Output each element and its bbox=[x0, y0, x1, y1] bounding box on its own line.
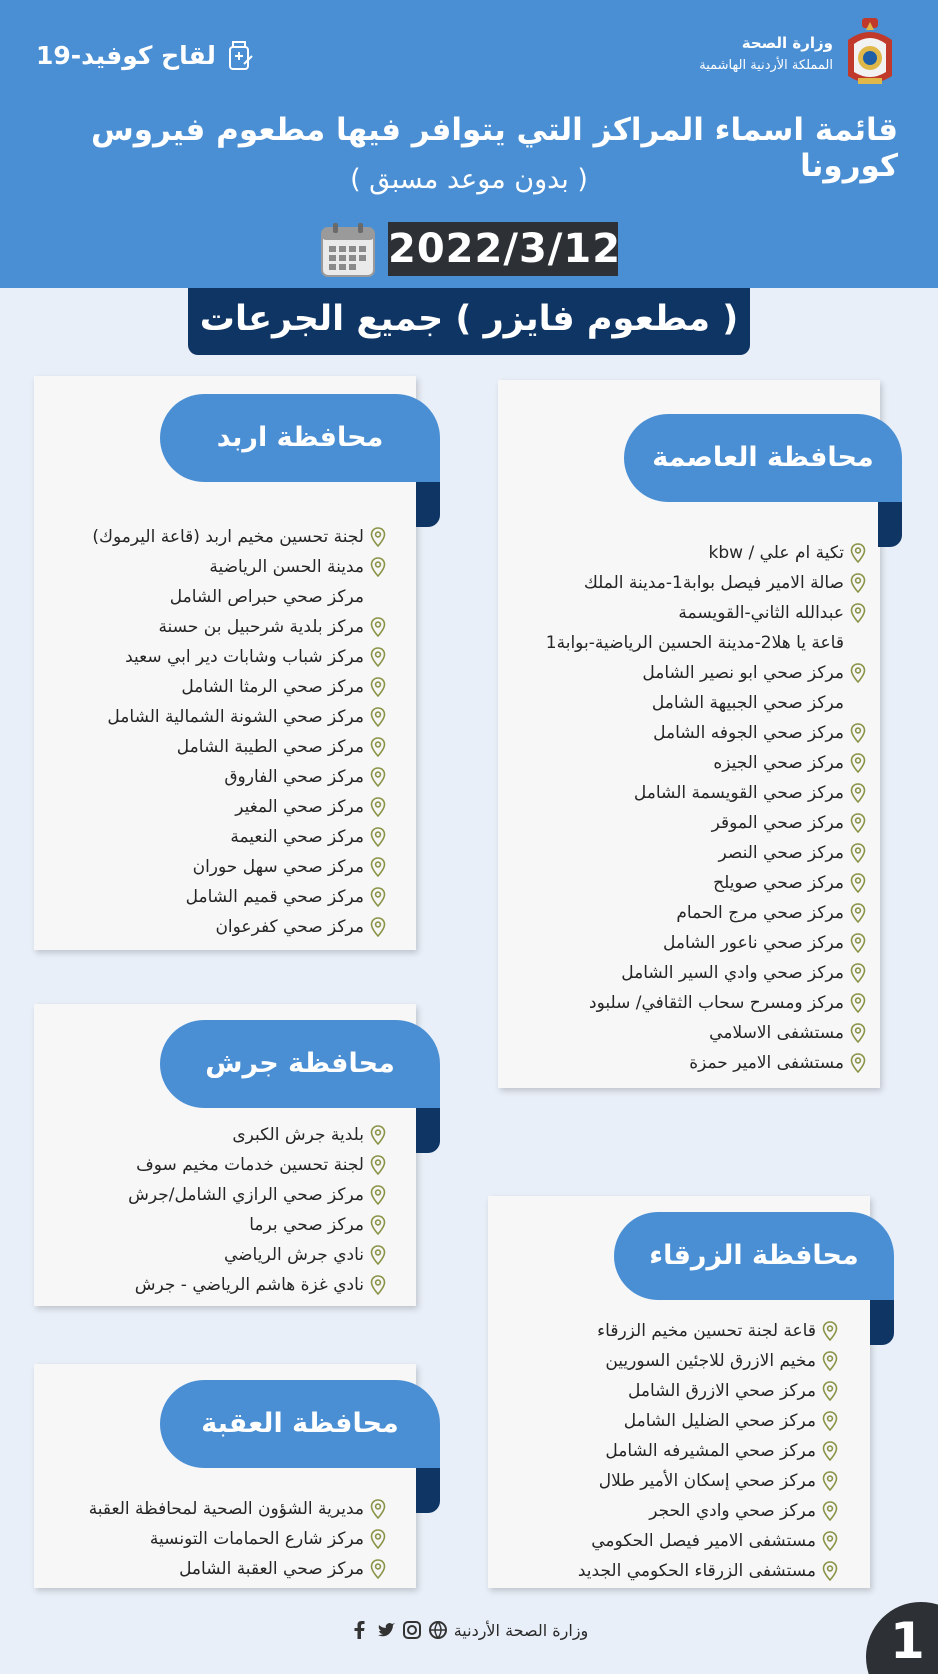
list-item-text: مديرية الشؤون الصحية لمحافظة العقبة bbox=[88, 1499, 364, 1519]
ministry-name bbox=[699, 34, 833, 73]
ministry-title: وزارة الصحة bbox=[741, 34, 833, 52]
globe-icon[interactable] bbox=[428, 1620, 448, 1640]
list-item-text: مركز صحي الرمثا الشامل bbox=[181, 677, 364, 697]
header-banner bbox=[0, 0, 938, 288]
list-item bbox=[92, 822, 386, 852]
location-pin-icon bbox=[370, 557, 386, 577]
location-pin-icon bbox=[370, 647, 386, 667]
list-item-text: بلدية جرش الكبرى bbox=[232, 1125, 364, 1145]
page-subtitle: ( بدون موعد مسبق ) bbox=[350, 164, 588, 195]
list-item-text: نادي جرش الرياضي bbox=[223, 1245, 364, 1265]
list-item-text: مستشفى الزرقاء الحكومي الجديد bbox=[577, 1561, 816, 1581]
list-item-text: مركز صحي الرازي الشامل/جرش bbox=[128, 1185, 364, 1205]
location-pin-icon bbox=[850, 843, 866, 863]
location-pin-icon bbox=[370, 677, 386, 697]
list-item-text: مركز صحي الازرق الشامل bbox=[627, 1381, 816, 1401]
list-item-text: مركز صحي الفاروق bbox=[224, 767, 364, 787]
list-item bbox=[92, 792, 386, 822]
list-item-text: مركز صحي الطيبة الشامل bbox=[176, 737, 364, 757]
location-pin-icon bbox=[822, 1381, 838, 1401]
list-item-text: مركز صحي ابو نصير الشامل bbox=[642, 663, 844, 683]
list-item-text: مدينة الحسن الرياضية bbox=[209, 557, 364, 577]
list-item bbox=[546, 958, 866, 988]
calendar-icon bbox=[320, 222, 376, 278]
list-item bbox=[546, 568, 866, 598]
zarqa-tab-fold bbox=[870, 1300, 894, 1345]
list-item bbox=[546, 838, 866, 868]
list-item-text: قاعة يا هلا2-مدينة الحسين الرياضية-بوابة1 bbox=[545, 633, 844, 653]
list-item bbox=[128, 1210, 386, 1240]
location-pin-icon bbox=[850, 573, 866, 593]
list-item bbox=[546, 598, 866, 628]
location-pin-icon bbox=[370, 737, 386, 757]
list-item bbox=[92, 732, 386, 762]
list-item-text: مركز صحي برما bbox=[249, 1215, 364, 1235]
location-pin-icon bbox=[370, 1499, 386, 1519]
list-item bbox=[92, 612, 386, 642]
location-pin-icon bbox=[370, 617, 386, 637]
footer-text: وزارة الصحة الأردنية bbox=[453, 1620, 589, 1640]
location-pin-icon bbox=[822, 1321, 838, 1341]
vaccine-banner: ( مطعوم فايزر ) جميع الجرعات bbox=[188, 288, 750, 355]
facebook-icon[interactable] bbox=[350, 1620, 370, 1640]
list-item bbox=[92, 852, 386, 882]
aqaba-list bbox=[89, 1494, 386, 1584]
list-item bbox=[128, 1270, 386, 1300]
location-pin-icon bbox=[370, 1245, 386, 1265]
list-item bbox=[89, 1524, 386, 1554]
list-item bbox=[546, 688, 866, 718]
location-pin-icon bbox=[370, 527, 386, 547]
list-item bbox=[546, 928, 866, 958]
list-item bbox=[92, 882, 386, 912]
capital-tab: محافظة العاصمة bbox=[624, 414, 902, 502]
list-item bbox=[546, 1048, 866, 1078]
page-number: 1 bbox=[866, 1602, 938, 1674]
list-item bbox=[92, 672, 386, 702]
list-item bbox=[578, 1526, 838, 1556]
list-item-text: مركز شباب وشابات دير ابي سعيد bbox=[125, 647, 364, 667]
jerash-tab-fold bbox=[416, 1108, 440, 1153]
list-item-text: نادي غزة هاشم الرياضي - جرش bbox=[134, 1275, 364, 1295]
location-pin-icon bbox=[850, 873, 866, 893]
list-item bbox=[546, 658, 866, 688]
list-item-text: مركز صحي الضليل الشامل bbox=[623, 1411, 816, 1431]
list-item-text: مركز صحي المغير bbox=[235, 797, 364, 817]
list-item bbox=[89, 1554, 386, 1584]
list-item-text: مركز صحي العقبة الشامل bbox=[179, 1559, 364, 1579]
jerash-tab: محافظة جرش bbox=[160, 1020, 440, 1108]
location-pin-icon bbox=[370, 827, 386, 847]
location-pin-icon bbox=[822, 1471, 838, 1491]
page-title: قائمة اسماء المراكز التي يتوافر فيها مطعوم فيروس كورونا bbox=[91, 112, 898, 184]
list-item-spacer bbox=[850, 633, 866, 653]
list-item bbox=[578, 1346, 838, 1376]
list-item-text: مركز شارع الحمامات التونسية bbox=[149, 1529, 364, 1549]
list-item bbox=[578, 1376, 838, 1406]
list-item-text: مركز صحي وادي السير الشامل bbox=[621, 963, 844, 983]
list-item bbox=[128, 1150, 386, 1180]
location-pin-icon bbox=[850, 963, 866, 983]
location-pin-icon bbox=[822, 1561, 838, 1581]
location-pin-icon bbox=[370, 1125, 386, 1145]
list-item-text: مركز صحي قميم الشامل bbox=[185, 887, 364, 907]
vaccine-vial-icon bbox=[224, 38, 254, 72]
list-item bbox=[578, 1556, 838, 1586]
list-item-text: مركز صحي الجوفه الشامل bbox=[653, 723, 844, 743]
location-pin-icon bbox=[850, 723, 866, 743]
list-item bbox=[92, 522, 386, 552]
location-pin-icon bbox=[850, 993, 866, 1013]
list-item-text: مركز صحي ناعور الشامل bbox=[662, 933, 844, 953]
list-item-text: مركز صحي الجيزه bbox=[713, 753, 844, 773]
list-item-text: لجنة تحسين مخيم اربد (قاعة اليرموك) bbox=[92, 527, 364, 547]
list-item bbox=[546, 898, 866, 928]
list-item bbox=[546, 988, 866, 1018]
location-pin-icon bbox=[370, 797, 386, 817]
kingdom-name: المملكة الأردنية الهاشمية bbox=[699, 58, 833, 73]
location-pin-icon bbox=[850, 543, 866, 563]
list-item bbox=[578, 1316, 838, 1346]
date-badge: 2022/3/12 bbox=[388, 222, 618, 276]
location-pin-icon bbox=[370, 1185, 386, 1205]
list-item-text: مركز صحي سهل حوران bbox=[192, 857, 364, 877]
irbid-tab: محافظة اربد bbox=[160, 394, 440, 482]
list-item-text: مستشفى الاسلامي bbox=[709, 1023, 844, 1043]
list-item-text: مستشفى الامير فيصل الحكومي bbox=[591, 1531, 816, 1551]
list-item-text: مركز صحي الموقر bbox=[711, 813, 844, 833]
location-pin-icon bbox=[370, 1529, 386, 1549]
list-item bbox=[89, 1494, 386, 1524]
list-item bbox=[546, 778, 866, 808]
list-item-text: مركز صحي حبراص الشامل bbox=[169, 587, 364, 607]
list-item-text: مركز صحي وادي الحجر bbox=[649, 1501, 816, 1521]
zarqa-tab: محافظة الزرقاء bbox=[614, 1212, 894, 1300]
location-pin-icon bbox=[850, 783, 866, 803]
location-pin-icon bbox=[850, 1053, 866, 1073]
list-item bbox=[92, 762, 386, 792]
list-item-text: مركز صحي كفرعوان bbox=[215, 917, 364, 937]
list-item bbox=[578, 1436, 838, 1466]
twitter-icon[interactable] bbox=[376, 1620, 396, 1640]
list-item bbox=[578, 1406, 838, 1436]
location-pin-icon bbox=[822, 1411, 838, 1431]
list-item bbox=[128, 1240, 386, 1270]
location-pin-icon bbox=[370, 917, 386, 937]
list-item-text: مخيم الازرق للاجئين السوريين bbox=[605, 1351, 816, 1371]
list-item-text: مركز صحي صويلح bbox=[713, 873, 844, 893]
location-pin-icon bbox=[850, 663, 866, 683]
location-pin-icon bbox=[822, 1501, 838, 1521]
list-item bbox=[578, 1466, 838, 1496]
jerash-list bbox=[128, 1120, 386, 1300]
list-item-text: مركز بلدية شرحبيل بن حسنة bbox=[158, 617, 364, 637]
list-item bbox=[546, 1018, 866, 1048]
list-item-spacer bbox=[850, 693, 866, 713]
list-item-text: عبدالله الثاني-القويسمة bbox=[678, 603, 844, 623]
capital-tab-fold bbox=[878, 502, 902, 547]
list-item-text: مركز صحي المشيرفه الشامل bbox=[605, 1441, 816, 1461]
location-pin-icon bbox=[850, 933, 866, 953]
location-pin-icon bbox=[370, 1215, 386, 1235]
list-item-text: صالة الامير فيصل بوابة1-مدينة الملك bbox=[583, 573, 844, 593]
list-item-text: مركز صحي القويسمة الشامل bbox=[633, 783, 844, 803]
list-item bbox=[92, 642, 386, 672]
list-item-text: مركز صحي الجبيهة الشامل bbox=[651, 693, 844, 713]
list-item bbox=[546, 718, 866, 748]
list-item-spacer bbox=[370, 587, 386, 607]
location-pin-icon bbox=[370, 857, 386, 877]
location-pin-icon bbox=[822, 1441, 838, 1461]
footer bbox=[0, 1620, 938, 1640]
list-item bbox=[92, 702, 386, 732]
list-item-text: مركز صحي الشونة الشمالية الشامل bbox=[107, 707, 364, 727]
list-item-text: تكية ام علي / kbw bbox=[708, 543, 844, 563]
zarqa-list bbox=[578, 1316, 838, 1586]
list-item bbox=[92, 582, 386, 612]
irbid-list bbox=[92, 522, 386, 942]
instagram-icon[interactable] bbox=[402, 1620, 422, 1640]
location-pin-icon bbox=[850, 1023, 866, 1043]
list-item bbox=[92, 552, 386, 582]
irbid-tab-fold bbox=[416, 482, 440, 527]
capital-list bbox=[546, 538, 866, 1078]
jordan-emblem-icon bbox=[842, 16, 898, 92]
location-pin-icon bbox=[822, 1351, 838, 1371]
list-item bbox=[546, 628, 866, 658]
location-pin-icon bbox=[850, 603, 866, 623]
list-item-text: مركز صحي إسكان الأمير طلال bbox=[598, 1471, 816, 1491]
list-item bbox=[546, 868, 866, 898]
location-pin-icon bbox=[822, 1531, 838, 1551]
aqaba-tab: محافظة العقبة bbox=[160, 1380, 440, 1468]
location-pin-icon bbox=[370, 707, 386, 727]
campaign-label bbox=[36, 38, 254, 72]
list-item-text: مركز ومسرح سحاب الثقافي/ سلبود bbox=[589, 993, 844, 1013]
location-pin-icon bbox=[370, 1559, 386, 1579]
list-item bbox=[546, 538, 866, 568]
location-pin-icon bbox=[370, 1155, 386, 1175]
list-item-text: لجنة تحسين خدمات مخيم سوف bbox=[136, 1155, 364, 1175]
location-pin-icon bbox=[370, 887, 386, 907]
location-pin-icon bbox=[370, 767, 386, 787]
list-item bbox=[578, 1496, 838, 1526]
location-pin-icon bbox=[850, 753, 866, 773]
list-item-text: مركز صحي النصر bbox=[718, 843, 844, 863]
campaign-text: لقاح كوفيد-19 bbox=[36, 40, 216, 70]
list-item-text: مركز صحي النعيمة bbox=[230, 827, 364, 847]
aqaba-tab-fold bbox=[416, 1468, 440, 1513]
location-pin-icon bbox=[370, 1275, 386, 1295]
list-item bbox=[92, 912, 386, 942]
location-pin-icon bbox=[850, 903, 866, 923]
list-item bbox=[546, 808, 866, 838]
list-item bbox=[128, 1120, 386, 1150]
list-item-text: مستشفى الامير حمزة bbox=[689, 1053, 844, 1073]
list-item bbox=[128, 1180, 386, 1210]
list-item-text: مركز صحي مرج الحمام bbox=[676, 903, 844, 923]
location-pin-icon bbox=[850, 813, 866, 833]
list-item-text: قاعة لجنة تحسين مخيم الزرقاء bbox=[597, 1321, 816, 1341]
list-item bbox=[546, 748, 866, 778]
